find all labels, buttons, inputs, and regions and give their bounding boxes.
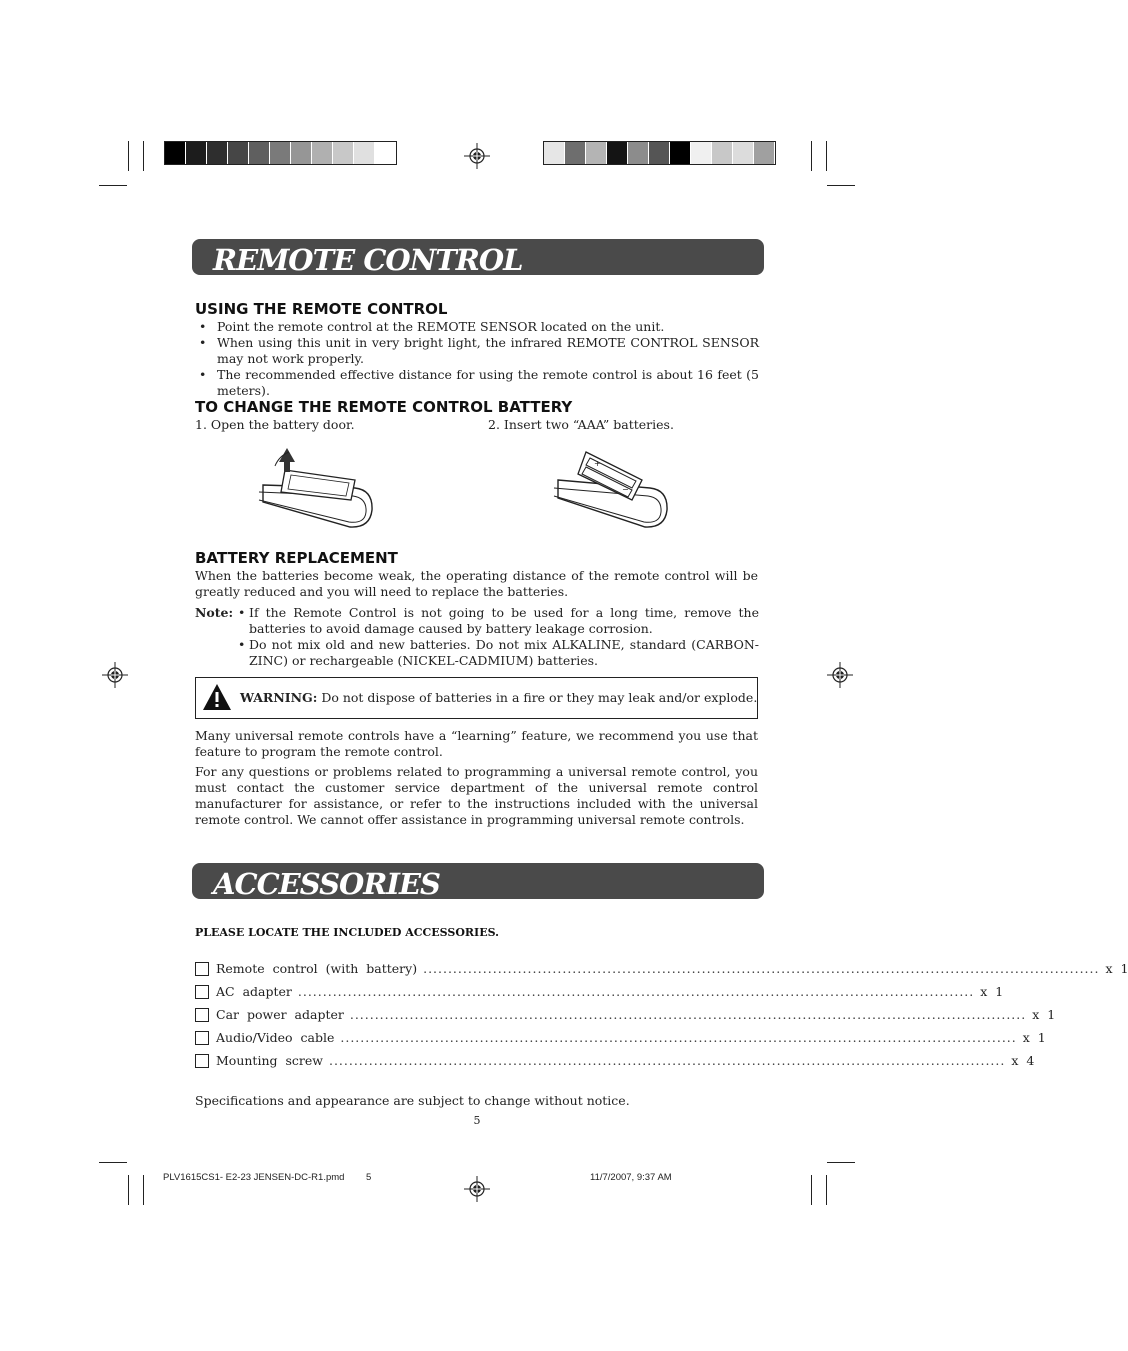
warning-text-line [240, 690, 757, 706]
color-swatch [165, 142, 186, 164]
color-swatch [291, 142, 312, 164]
color-swatch [586, 142, 607, 164]
dot-leader: ........................................................................................................................................ [349, 1007, 1027, 1022]
learning-feature-paragraph: Many universal remote controls have a “learning” feature, we recommend you use that feature to program the remote control. [195, 728, 758, 759]
accessory-checkbox[interactable] [195, 985, 209, 999]
accessory-checkbox[interactable] [195, 1031, 209, 1045]
accessory-name: Car power adapter [216, 1007, 344, 1022]
accessory-quantity: x 1 [980, 984, 1004, 999]
accessory-item [195, 1006, 1056, 1024]
color-swatch [628, 142, 649, 164]
accessory-quantity: x 4 [1011, 1053, 1035, 1068]
change-battery-step2: 2. Insert two “AAA” batteries. [488, 417, 674, 432]
using-remote-heading: USING THE REMOTE CONTROL [195, 300, 448, 318]
accessory-name: Mounting screw [216, 1053, 323, 1068]
using-remote-bullet: • The recommended effective distance for using the remote control is about 16 feet (5 meters). [195, 367, 759, 399]
accessories-banner [192, 863, 764, 899]
note-list [238, 605, 759, 669]
using-remote-bullet: • Point the remote control at the REMOTE SENSOR located on the unit. [195, 319, 759, 335]
registration-mark-top [464, 143, 490, 169]
accessory-checkbox[interactable] [195, 962, 209, 976]
color-swatch [712, 142, 733, 164]
accessory-name: AC adapter [216, 984, 292, 999]
note-item-text: If the Remote Control is not going to be used for a long time, remove the batteries to avoid damage caused by battery leakage corrosion. [249, 605, 759, 636]
remote-open-door-illustration [255, 440, 380, 535]
dot-leader: ........................................................................................................................................ [297, 984, 975, 999]
color-swatch [354, 142, 375, 164]
change-battery-step1: 1. Open the battery door. [195, 417, 355, 432]
accessory-checkbox[interactable] [195, 1054, 209, 1068]
battery-replacement-heading: BATTERY REPLACEMENT [195, 549, 398, 567]
accessory-quantity: x 1 [1022, 1030, 1046, 1045]
remote-control-banner [192, 239, 764, 275]
page-number: 5 [473, 1114, 481, 1127]
color-swatch [649, 142, 670, 164]
accessory-item [195, 960, 1128, 978]
registration-mark-right [827, 662, 853, 688]
color-swatch [312, 142, 333, 164]
color-calibration-bar-right [543, 141, 776, 165]
note-item-text: Do not mix old and new batteries. Do not mix ALKALINE, standard (CARBON-ZINC) or rechargeable (NICKEL-CADMIUM) batteries. [249, 637, 759, 668]
note-item: • Do not mix old and new batteries. Do not mix ALKALINE, standard (CARBON-ZINC) or rechargeable (NICKEL-CADMIUM) batteries. [238, 637, 759, 668]
remote-control-title: REMOTE CONTROL [213, 243, 523, 277]
color-swatch [207, 142, 228, 164]
color-calibration-bar-left [164, 141, 397, 165]
warning-text: Do not dispose of batteries in a fire or they may leak and/or explode. [321, 690, 758, 705]
dot-leader: ........................................................................................................................................ [340, 1030, 1017, 1045]
color-swatch [754, 142, 775, 164]
registration-mark-bottom [464, 1176, 490, 1202]
color-swatch [186, 142, 207, 164]
print-footer-timestamp: 11/7/2007, 9:37 AM [590, 1172, 672, 1183]
accessory-item [195, 1029, 1046, 1047]
color-swatch [249, 142, 270, 164]
accessory-item [195, 1052, 1035, 1070]
universal-remote-paragraph: For any questions or problems related to programming a universal remote control, you must contact the customer service department of the universal remote control manufacturer for assistance, or refer to the instructions included with the universal remote control. We cannot offer assistance in programming universal remote controls. [195, 764, 758, 827]
using-remote-bullet: • When using this unit in very bright light, the infrared REMOTE CONTROL SENSOR may not work properly. [195, 335, 759, 367]
color-swatch [565, 142, 586, 164]
remote-insert-batteries-illustration [550, 440, 675, 535]
accessory-checkbox[interactable] [195, 1008, 209, 1022]
color-swatch [733, 142, 754, 164]
warning-box [195, 677, 758, 719]
note-item: • If the Remote Control is not going to be used for a long time, remove the batteries to avoid damage caused by battery leakage corrosion. [238, 605, 759, 636]
color-swatch [333, 142, 354, 164]
svg-text:−: − [622, 485, 629, 494]
svg-text:+: + [594, 459, 601, 468]
accessories-title: ACCESSORIES [213, 867, 440, 901]
registration-mark-left [102, 662, 128, 688]
color-swatch [607, 142, 628, 164]
accessory-name: Remote control (with battery) [216, 961, 418, 976]
dot-leader: ........................................................................................................................................ [423, 961, 1100, 976]
dot-leader: ........................................................................................................................................ [328, 1053, 1006, 1068]
color-swatch [375, 142, 396, 164]
print-footer-file: PLV1615CS1- E2-23 JENSEN-DC-R1.pmd [163, 1172, 345, 1183]
warning-label: WARNING: [240, 690, 318, 705]
accessories-intro: PLEASE LOCATE THE INCLUDED ACCESSORIES. [195, 926, 499, 939]
color-swatch [691, 142, 712, 164]
color-swatch [670, 142, 691, 164]
specifications-disclaimer: Specifications and appearance are subject to change without notice. [195, 1093, 630, 1108]
print-footer-page: 5 [366, 1172, 372, 1183]
warning-triangle-icon [202, 683, 232, 711]
note-label: Note: [195, 605, 234, 620]
color-swatch [228, 142, 249, 164]
using-remote-bullets [195, 319, 759, 399]
accessory-quantity: x 1 [1032, 1007, 1056, 1022]
color-swatch [270, 142, 291, 164]
color-swatch [544, 142, 565, 164]
accessory-name: Audio/Video cable [216, 1030, 335, 1045]
change-battery-heading: TO CHANGE THE REMOTE CONTROL BATTERY [195, 398, 573, 416]
accessory-item [195, 983, 1004, 1001]
battery-replacement-body: When the batteries become weak, the operating distance of the remote control will be greatly reduced and you will need to replace the batteries. [195, 568, 758, 599]
accessory-quantity: x 1 [1105, 961, 1128, 976]
